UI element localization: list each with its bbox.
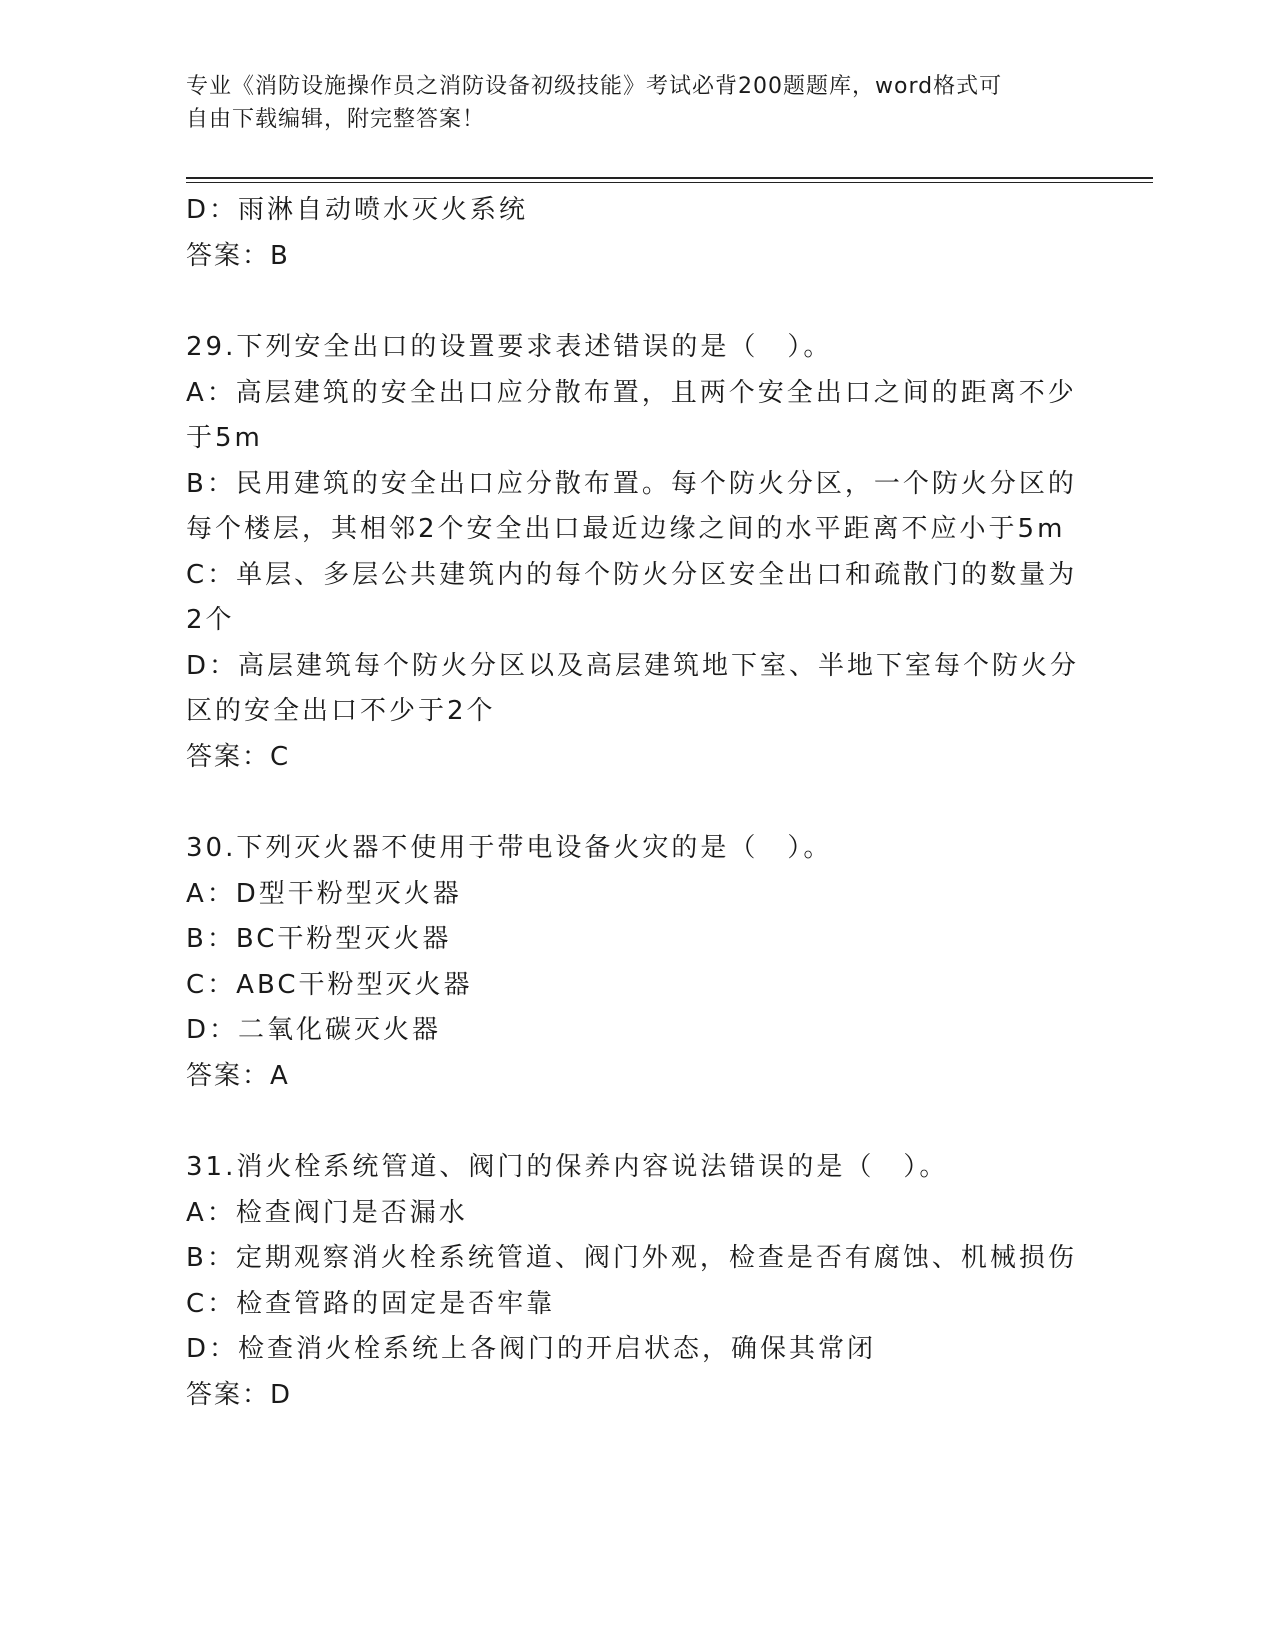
- option-d-cont: 区的安全出口不少于2个: [186, 696, 496, 726]
- answer: 答案：D: [186, 1379, 293, 1410]
- question-stem: 30.下列灭火器不使用于带电设备火灾的是（ ）。: [186, 833, 833, 863]
- header-line-2: 自由下载编辑，附完整答案！: [186, 107, 486, 132]
- option-d: D：二氧化碳灭火器: [186, 1015, 442, 1045]
- question-content: [186, 188, 1086, 1418]
- question-stem: 29.下列安全出口的设置要求表述错误的是（ ）。: [186, 332, 833, 362]
- option-d: D：高层建筑每个防火分区以及高层建筑地下室、半地下室每个防火分: [186, 650, 1080, 681]
- option-b: B：定期观察消火栓系统管道、阀门外观，检查是否有腐蚀、机械损伤: [186, 1243, 1077, 1273]
- option-c-cont: 2个: [186, 605, 235, 635]
- option-a: A：检查阀门是否漏水: [186, 1197, 468, 1228]
- option-b-cont: 每个楼层，其相邻2个安全出口最近边缘之间的水平距离不应小于5m: [186, 514, 1066, 544]
- header-line-1: 专业《消防设施操作员之消防设备初级技能》考试必背200题题库，word格式可: [186, 74, 1003, 99]
- option-a: A：高层建筑的安全出口应分散布置，且两个安全出口之间的距离不少: [186, 377, 1077, 408]
- question-30: [186, 826, 1086, 1099]
- answer: 答案：C: [186, 741, 291, 772]
- answer: 答案：B: [186, 240, 290, 271]
- option-b: B：民用建筑的安全出口应分散布置。每个防火分区，一个防火分区的: [186, 468, 1077, 499]
- question-stem: 31.消火栓系统管道、阀门的保养内容说法错误的是（ ）。: [186, 1152, 949, 1182]
- page-header: [186, 70, 1086, 136]
- option-a-cont: 于5m: [186, 423, 263, 453]
- option-d: D：检查消火栓系统上各阀门的开启状态，确保其常闭: [186, 1334, 877, 1364]
- option-c: C：检查管路的固定是否牢靠: [186, 1288, 556, 1319]
- header-divider-thin: [186, 182, 1153, 183]
- question-31: [186, 1145, 1086, 1418]
- option-b: B：BC干粉型灭火器: [186, 924, 452, 954]
- option-c: C：ABC干粉型灭火器: [186, 969, 473, 1000]
- option-d: D：雨淋自动喷水灭火系统: [186, 195, 529, 225]
- option-a: A：D型干粉型灭火器: [186, 878, 462, 909]
- answer: 答案：A: [186, 1060, 290, 1091]
- header-divider: [186, 177, 1153, 179]
- question-29: [186, 325, 1086, 780]
- option-c: C：单层、多层公共建筑内的每个防火分区安全出口和疏散门的数量为: [186, 559, 1078, 590]
